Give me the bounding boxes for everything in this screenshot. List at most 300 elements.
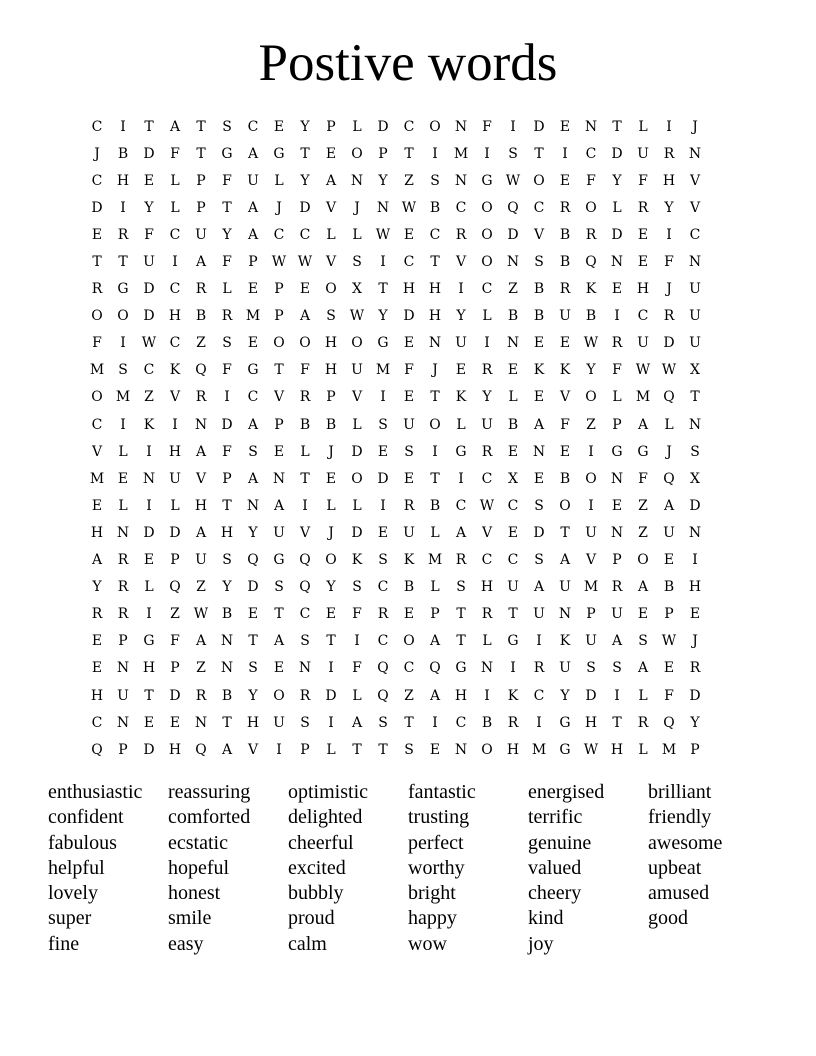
grid-letter: C <box>247 389 259 406</box>
grid-letter: I <box>484 145 490 162</box>
grid-letter: Z <box>196 660 206 677</box>
grid-letter: W <box>297 254 313 271</box>
grid-letter: C <box>169 226 181 243</box>
grid-letter: E <box>169 714 181 731</box>
grid-letter: H <box>324 362 338 379</box>
grid-letter: A <box>247 416 259 433</box>
grid-letter: E <box>299 281 311 298</box>
grid-letter: S <box>378 552 388 569</box>
grid-letter: T <box>222 497 232 514</box>
grid-letter: C <box>481 281 493 298</box>
grid-letter: O <box>585 470 597 487</box>
grid-letter: T <box>92 254 102 271</box>
word-list-item: fine <box>48 932 80 955</box>
grid-letter: S <box>534 254 544 271</box>
grid-letter: O <box>299 335 311 352</box>
grid-letter: A <box>325 172 337 189</box>
grid-letter: L <box>430 579 440 596</box>
grid-letter: G <box>507 633 519 650</box>
grid-letter: H <box>428 308 442 325</box>
grid-letter: T <box>274 362 284 379</box>
grid-letter: T <box>144 118 154 135</box>
grid-letter: U <box>195 552 207 569</box>
grid-letter: E <box>455 362 467 379</box>
grid-letter: E <box>377 443 389 460</box>
grid-letter: F <box>664 254 674 271</box>
grid-letter: M <box>245 308 261 325</box>
grid-letter: E <box>507 443 519 460</box>
grid-letter: P <box>664 606 674 623</box>
grid-letter: F <box>404 362 414 379</box>
grid-letter: C <box>689 226 701 243</box>
grid-letter: S <box>300 633 310 650</box>
grid-letter: T <box>352 741 362 758</box>
word-list-item: worthy <box>408 856 465 879</box>
grid-letter: V <box>351 389 363 406</box>
grid-letter: R <box>91 606 103 623</box>
grid-letter: E <box>143 172 155 189</box>
grid-letter: B <box>559 470 571 487</box>
grid-letter: N <box>584 118 598 135</box>
grid-letter: C <box>455 714 467 731</box>
grid-letter: G <box>455 443 467 460</box>
grid-letter: G <box>273 552 285 569</box>
grid-letter: P <box>274 416 284 433</box>
grid-letter: A <box>611 633 623 650</box>
grid-letter: S <box>222 118 232 135</box>
grid-letter: A <box>533 579 545 596</box>
grid-letter: U <box>533 606 545 623</box>
grid-letter: F <box>638 470 648 487</box>
grid-letter: H <box>324 335 338 352</box>
grid-letter: E <box>637 254 649 271</box>
grid-letter: H <box>168 308 182 325</box>
grid-letter: J <box>276 199 282 216</box>
grid-letter: N <box>194 416 208 433</box>
grid-letter: V <box>481 524 493 541</box>
grid-letter: D <box>143 281 155 298</box>
grid-letter: T <box>612 118 622 135</box>
grid-letter: H <box>584 714 598 731</box>
grid-letter: D <box>169 687 181 704</box>
grid-letter: C <box>585 145 597 162</box>
grid-row <box>84 194 734 221</box>
grid-letter: B <box>559 254 571 271</box>
word-list-item: genuine <box>528 831 592 854</box>
word-list-item: proud <box>288 907 335 930</box>
grid-letter: E <box>403 470 415 487</box>
grid-letter: I <box>510 660 516 677</box>
grid-letter: T <box>274 606 284 623</box>
grid-letter: P <box>586 606 596 623</box>
grid-row <box>84 276 734 303</box>
grid-letter: P <box>170 660 180 677</box>
word-column <box>288 780 408 957</box>
word-list-item: bright <box>408 882 456 905</box>
grid-letter: N <box>454 118 468 135</box>
word-list-item: honest <box>168 882 221 905</box>
grid-letter: I <box>328 660 334 677</box>
grid-letter: V <box>169 389 181 406</box>
grid-letter: O <box>325 552 337 569</box>
grid-letter: M <box>89 362 105 379</box>
grid-letter: L <box>352 687 362 704</box>
grid-letter: S <box>456 579 466 596</box>
grid-letter: V <box>325 254 337 271</box>
grid-letter: N <box>688 145 702 162</box>
grid-letter: E <box>143 714 155 731</box>
grid-letter: Q <box>299 579 311 596</box>
grid-letter: E <box>325 470 337 487</box>
grid-letter: S <box>534 552 544 569</box>
grid-letter: O <box>117 308 129 325</box>
grid-letter: Z <box>170 606 180 623</box>
word-list-item: good <box>648 907 688 930</box>
grid-letter: N <box>558 606 572 623</box>
grid-letter: I <box>172 254 178 271</box>
grid-letter: R <box>117 606 129 623</box>
grid-letter: F <box>352 660 362 677</box>
grid-letter: T <box>196 118 206 135</box>
grid-letter: H <box>220 524 234 541</box>
grid-letter: S <box>638 633 648 650</box>
grid-letter: D <box>169 524 181 541</box>
grid-letter: N <box>610 524 624 541</box>
grid-row <box>84 357 734 384</box>
grid-letter: U <box>689 335 701 352</box>
grid-letter: B <box>117 145 129 162</box>
grid-letter: N <box>506 335 520 352</box>
grid-letter: R <box>559 281 571 298</box>
grid-letter: D <box>143 145 155 162</box>
grid-letter: S <box>586 660 596 677</box>
grid-letter: U <box>273 524 285 541</box>
grid-letter: V <box>273 389 285 406</box>
grid-letter: R <box>455 226 467 243</box>
grid-letter: C <box>507 497 519 514</box>
grid-letter: T <box>300 470 310 487</box>
grid-letter: S <box>248 443 258 460</box>
grid-letter: A <box>91 552 103 569</box>
grid-letter: A <box>429 633 441 650</box>
grid-letter: H <box>688 579 702 596</box>
grid-letter: Y <box>612 172 622 189</box>
grid-row <box>84 628 734 655</box>
word-list-item: bubbly <box>288 882 344 905</box>
grid-letter: R <box>663 145 675 162</box>
grid-letter: T <box>248 633 258 650</box>
grid-letter: C <box>403 118 415 135</box>
grid-letter: H <box>662 172 676 189</box>
grid-letter: O <box>351 470 363 487</box>
grid-letter: K <box>169 362 181 379</box>
grid-row <box>84 113 734 140</box>
grid-letter: I <box>120 416 126 433</box>
grid-row <box>84 519 734 546</box>
grid-letter: W <box>661 362 677 379</box>
grid-letter: V <box>91 443 103 460</box>
grid-letter: T <box>222 199 232 216</box>
grid-letter: P <box>222 470 232 487</box>
grid-letter: M <box>115 389 131 406</box>
grid-letter: P <box>118 633 128 650</box>
grid-letter: R <box>455 552 467 569</box>
grid-letter: H <box>194 497 208 514</box>
grid-letter: O <box>559 497 571 514</box>
grid-letter: Q <box>195 741 207 758</box>
grid-letter: U <box>351 362 363 379</box>
grid-letter: K <box>143 416 155 433</box>
grid-letter: N <box>454 741 468 758</box>
grid-letter: S <box>118 362 128 379</box>
word-list-item: enthusiastic <box>48 781 143 803</box>
grid-letter: S <box>612 660 622 677</box>
grid-letter: R <box>117 226 129 243</box>
grid-letter: S <box>378 416 388 433</box>
grid-letter: Q <box>377 660 389 677</box>
grid-letter: O <box>481 741 493 758</box>
grid-letter: P <box>690 741 700 758</box>
grid-letter: R <box>117 552 129 569</box>
grid-letter: G <box>247 362 259 379</box>
grid-letter: I <box>380 389 386 406</box>
grid-letter: A <box>195 443 207 460</box>
grid-letter: P <box>378 145 388 162</box>
grid-letter: N <box>220 660 234 677</box>
grid-letter: G <box>143 633 155 650</box>
grid-letter: L <box>170 199 180 216</box>
grid-letter: F <box>222 172 232 189</box>
grid-letter: E <box>403 335 415 352</box>
grid-letter: T <box>378 741 388 758</box>
word-list-item: energised <box>528 781 605 803</box>
grid-letter: I <box>146 606 152 623</box>
grid-letter: L <box>482 308 492 325</box>
grid-letter: V <box>533 226 545 243</box>
grid-letter: S <box>508 145 518 162</box>
grid-letter: N <box>480 660 494 677</box>
grid-letter: A <box>195 633 207 650</box>
grid-letter: T <box>378 281 388 298</box>
grid-letter: Z <box>638 524 648 541</box>
grid-letter: A <box>221 741 233 758</box>
word-list-item: amused <box>648 882 710 905</box>
grid-letter: R <box>299 389 311 406</box>
grid-letter: O <box>585 199 597 216</box>
grid-letter: P <box>300 741 310 758</box>
grid-letter: Z <box>586 416 596 433</box>
grid-letter: Z <box>638 497 648 514</box>
grid-letter: B <box>221 606 233 623</box>
grid-letter: C <box>377 633 389 650</box>
grid-letter: P <box>326 389 336 406</box>
word-column <box>408 780 528 957</box>
grid-row <box>84 547 734 574</box>
grid-letter: I <box>510 118 516 135</box>
grid-row <box>84 248 734 275</box>
grid-letter: W <box>583 741 599 758</box>
grid-letter: Y <box>456 308 466 325</box>
grid-letter: L <box>326 741 336 758</box>
grid-letter: U <box>637 145 649 162</box>
grid-letter: K <box>403 552 415 569</box>
grid-row <box>84 465 734 492</box>
grid-letter: S <box>352 254 362 271</box>
grid-letter: Z <box>196 579 206 596</box>
grid-letter: A <box>637 660 649 677</box>
grid-letter: N <box>350 172 364 189</box>
word-list-item: helpful <box>48 856 105 879</box>
grid-letter: J <box>328 524 334 541</box>
grid-letter: O <box>637 552 649 569</box>
grid-letter: S <box>690 443 700 460</box>
grid-letter: J <box>432 362 438 379</box>
grid-letter: L <box>638 687 648 704</box>
grid-letter: W <box>271 254 287 271</box>
grid-letter: O <box>351 335 363 352</box>
word-list-item: hopeful <box>168 856 230 879</box>
grid-row <box>84 574 734 601</box>
grid-letter: F <box>222 443 232 460</box>
grid-letter: M <box>635 389 651 406</box>
grid-row <box>84 655 734 682</box>
grid-letter: L <box>638 741 648 758</box>
grid-letter: D <box>585 687 597 704</box>
grid-row <box>84 492 734 519</box>
grid-row <box>84 303 734 330</box>
grid-letter: U <box>455 335 467 352</box>
grid-letter: Q <box>195 362 207 379</box>
grid-letter: L <box>170 172 180 189</box>
grid-letter: E <box>91 633 103 650</box>
grid-letter: F <box>300 362 310 379</box>
word-list-item: trusting <box>408 806 470 829</box>
grid-letter: E <box>91 660 103 677</box>
grid-letter: N <box>610 254 624 271</box>
grid-letter: W <box>661 633 677 650</box>
grid-letter: F <box>144 226 154 243</box>
word-list-item: perfect <box>408 831 464 854</box>
grid-letter: Y <box>560 687 570 704</box>
grid-letter: L <box>118 497 128 514</box>
word-list-item: reassuring <box>168 781 251 803</box>
grid-letter: Y <box>664 199 674 216</box>
grid-letter: L <box>144 579 154 596</box>
grid-letter: P <box>118 741 128 758</box>
grid-letter: C <box>429 226 441 243</box>
word-column <box>648 780 768 957</box>
grid-letter: R <box>221 308 233 325</box>
grid-letter: E <box>91 226 103 243</box>
grid-letter: P <box>170 552 180 569</box>
grid-letter: R <box>611 335 623 352</box>
grid-letter: N <box>454 172 468 189</box>
grid-letter: V <box>559 389 571 406</box>
grid-letter: V <box>689 199 701 216</box>
grid-letter: L <box>118 443 128 460</box>
grid-letter: W <box>505 172 521 189</box>
grid-letter: E <box>689 606 701 623</box>
grid-letter: R <box>611 579 623 596</box>
grid-letter: R <box>195 687 207 704</box>
grid-letter: N <box>246 497 260 514</box>
grid-letter: I <box>224 389 230 406</box>
grid-letter: N <box>688 524 702 541</box>
grid-letter: N <box>116 524 130 541</box>
grid-letter: B <box>559 226 571 243</box>
grid-letter: I <box>536 714 542 731</box>
grid-letter: D <box>507 226 519 243</box>
grid-letter: T <box>456 606 466 623</box>
grid-letter: F <box>612 362 622 379</box>
grid-letter: B <box>325 416 337 433</box>
grid-letter: E <box>403 389 415 406</box>
grid-letter: W <box>375 226 391 243</box>
grid-letter: C <box>247 118 259 135</box>
grid-letter: E <box>611 497 623 514</box>
grid-letter: R <box>91 281 103 298</box>
grid-letter: O <box>91 308 103 325</box>
grid-letter: V <box>325 199 337 216</box>
grid-letter: K <box>559 362 571 379</box>
grid-letter: E <box>663 660 675 677</box>
grid-letter: E <box>117 470 129 487</box>
grid-letter: S <box>404 443 414 460</box>
grid-letter: A <box>195 524 207 541</box>
grid-letter: I <box>588 497 594 514</box>
grid-letter: C <box>533 687 545 704</box>
grid-letter: C <box>455 199 467 216</box>
grid-letter: A <box>663 497 675 514</box>
grid-letter: D <box>689 497 701 514</box>
grid-letter: Z <box>196 335 206 352</box>
grid-letter: D <box>403 308 415 325</box>
word-list-item: wow <box>408 932 447 955</box>
grid-letter: N <box>688 254 702 271</box>
grid-letter: R <box>117 579 129 596</box>
grid-letter: D <box>299 199 311 216</box>
grid-letter: T <box>534 145 544 162</box>
grid-letter: T <box>118 254 128 271</box>
grid-letter: S <box>300 714 310 731</box>
grid-letter: L <box>430 524 440 541</box>
word-list-item: fantastic <box>408 781 476 803</box>
grid-letter: Y <box>482 389 492 406</box>
grid-letter: D <box>689 687 701 704</box>
grid-letter: I <box>120 199 126 216</box>
grid-letter: C <box>377 579 389 596</box>
grid-row <box>84 221 734 248</box>
grid-letter: A <box>169 118 181 135</box>
grid-letter: N <box>506 254 520 271</box>
word-list-item: cheery <box>528 882 582 905</box>
grid-letter: X <box>508 470 518 487</box>
grid-letter: A <box>637 416 649 433</box>
grid-letter: N <box>298 660 312 677</box>
grid-letter: E <box>403 606 415 623</box>
grid-letter: W <box>479 497 495 514</box>
grid-letter: B <box>533 308 545 325</box>
grid-letter: Q <box>585 254 597 271</box>
grid-letter: T <box>326 633 336 650</box>
grid-letter: D <box>663 335 675 352</box>
grid-letter: O <box>403 633 415 650</box>
grid-letter: B <box>299 416 311 433</box>
grid-letter: H <box>428 281 442 298</box>
grid-letter: O <box>481 199 493 216</box>
grid-letter: A <box>351 714 363 731</box>
grid-letter: L <box>326 497 336 514</box>
